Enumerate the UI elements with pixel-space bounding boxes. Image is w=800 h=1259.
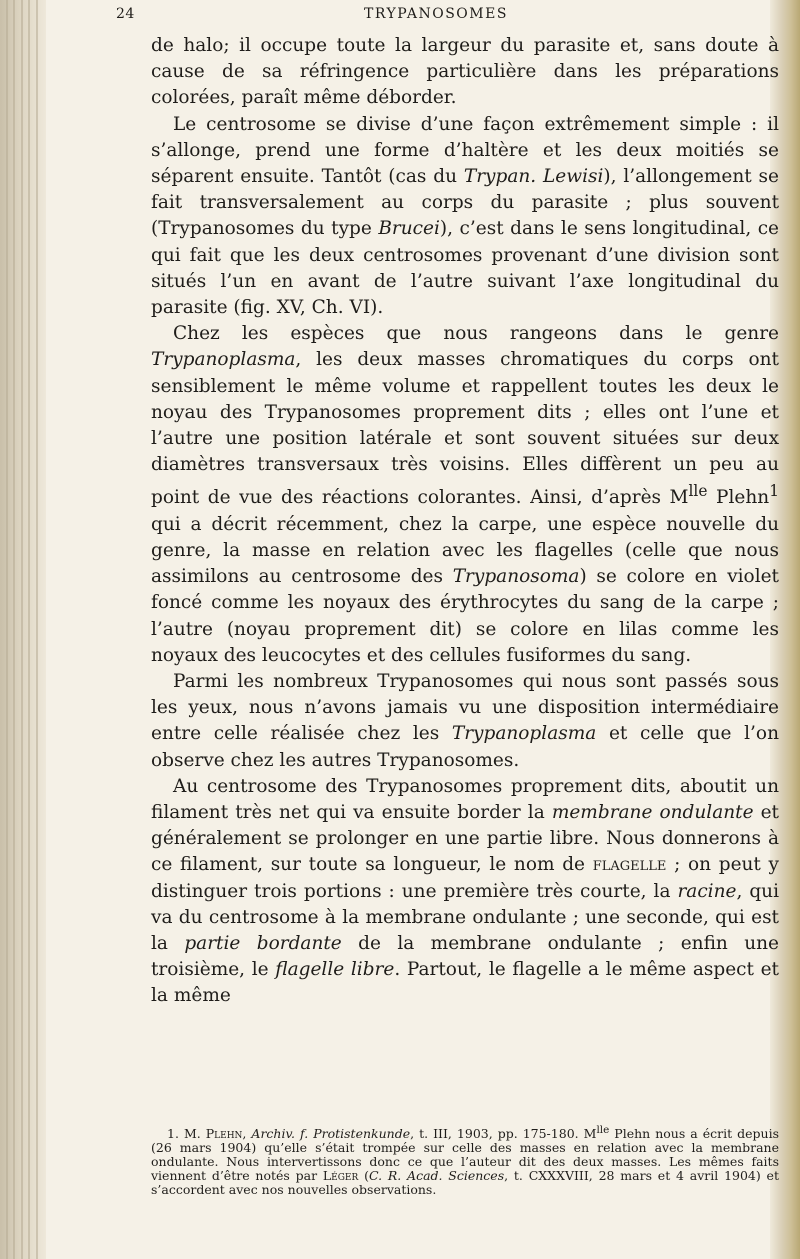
italic-text: Brucei xyxy=(378,218,440,240)
text-run: , qui va du centrosome à la membrane ondulante ; une seconde, qui est la xyxy=(151,880,780,955)
italic-text: racine xyxy=(677,880,737,902)
text-run: ), c’est dans le sens longitudinal, ce qui fait que les deux centrosomes provenant d’une division sont situés l’un en avant de l’autre suivant l’axe longitudinal du parasite (fig. XV, Ch. VI). xyxy=(151,218,780,319)
text-run: Le centrosome se divise d’une façon extrêmement simple : il s’allonge, prend une forme d’haltère et les deux moitiés se séparent ensuite. Tantôt (cas du xyxy=(151,113,779,188)
superscript: lle xyxy=(688,482,708,501)
paragraph xyxy=(151,321,779,669)
italic-text: C. R. Acad. Sciences xyxy=(368,1168,505,1184)
italic-text: Trypanosoma xyxy=(452,566,580,588)
text-run: , t. CXXXVIII, 28 mars et 4 avril 1904) et s’accordent avec nos nouvelles observations. xyxy=(151,1168,779,1198)
text-run: 1. M. xyxy=(167,1126,206,1142)
text-run: Plehn xyxy=(707,487,770,509)
text-run: et généralement se prolonger en une partie libre. Nous donnerons à ce filament, sur toute sa longueur, le nom de xyxy=(151,802,779,876)
paragraph xyxy=(151,774,779,1010)
italic-text: Archiv. f. Protistenkunde xyxy=(251,1126,411,1142)
page-number: 24 xyxy=(116,6,135,22)
body-text xyxy=(151,33,779,1010)
text-run: , les deux masses chromatiques du corps ont sensiblement le même volume et rappellent toutes les deux le noyau des Trypanosomes proprement dits ; elles ont l’une et l’autre une position latérale et sont souvent situées sur deux diamètres transversaux très voisins. Elles diffèrent un peu au point de vue des réactions colorantes. Ainsi, d’après M xyxy=(151,349,779,509)
footnote-text xyxy=(151,1123,779,1197)
paragraph xyxy=(151,33,779,112)
small-caps-text: Léger xyxy=(322,1168,359,1184)
text-run: , t. III, 1903, pp. 175-180. M xyxy=(410,1126,597,1142)
paragraph xyxy=(151,669,779,774)
italic-text: membrane ondulante xyxy=(551,802,754,824)
text-run: ; on peut y distinguer trois portions : une première très courte, la xyxy=(151,854,780,902)
text-run: Au centrosome des Trypanosomes proprement dits, aboutit un filament très net qui va ensuite border la xyxy=(151,775,779,824)
book-spine-shadow xyxy=(0,0,46,1259)
italic-text: Trypan. Lewisi xyxy=(463,166,604,188)
text-run: et celle que l’on observe chez les autres Trypanosomes. xyxy=(151,723,779,771)
superscript: lle xyxy=(596,1124,610,1136)
italic-text: Trypanoplasma xyxy=(151,349,296,371)
text-run: Plehn nous a écrit depuis (26 mars 1904) qu’elle s’était trompée sur celle des masses en relation avec la membrane ondulante. Nous intervertissons donc ce que l’auteur dit des deux masses. Les mêmes faits viennent d’être notés par xyxy=(151,1126,779,1184)
italic-text: partie bordante xyxy=(184,933,342,955)
small-caps-text: flagelle xyxy=(592,854,667,876)
running-title: TRYPANOSOMES xyxy=(364,6,508,22)
paragraph xyxy=(151,112,779,322)
text-run: Parmi les nombreux Trypanosomes qui nous sont passés sous les yeux, nous n’avons jamais vu une disposition intermédiaire entre celle réalisée chez les xyxy=(151,671,779,745)
text-run: de halo; il occupe toute la largeur du parasite et, sans doute à cause de sa réfringence particulière dans les préparations colorées, paraît même déborder. xyxy=(151,35,779,109)
page-header xyxy=(116,6,756,30)
italic-text: Trypanoplasma xyxy=(451,723,597,745)
text-run: , xyxy=(242,1126,252,1142)
text-run: ( xyxy=(358,1168,369,1184)
small-caps-text: Plehn xyxy=(205,1126,243,1142)
text-run: ), l’allongement se fait transversalement au corps du parasite ; plus souvent (Trypanosomes du type xyxy=(151,166,779,240)
text-run: Chez les espèces que nous rangeons dans le genre xyxy=(173,323,779,345)
text-run: ) se colore en violet foncé comme les noyaux des érythrocytes du sang de la carpe ; l’autre (noyau proprement dit) se colore en lilas comme les noyaux des leucocytes et des cellules fusiformes du sang. xyxy=(151,566,779,666)
text-run: qui a décrit récemment, chez la carpe, une espèce nouvelle du genre, la masse en relation avec les flagelles (celle que nous assimilons au centrosome des xyxy=(151,513,779,588)
text-run: de la membrane ondulante ; enfin une troisième, le xyxy=(151,933,780,981)
superscript: 1 xyxy=(769,482,779,501)
text-run: . Partout, le flagelle a le même aspect et la même xyxy=(151,959,779,1007)
footnote xyxy=(151,1123,779,1197)
italic-text: flagelle libre xyxy=(275,959,395,981)
